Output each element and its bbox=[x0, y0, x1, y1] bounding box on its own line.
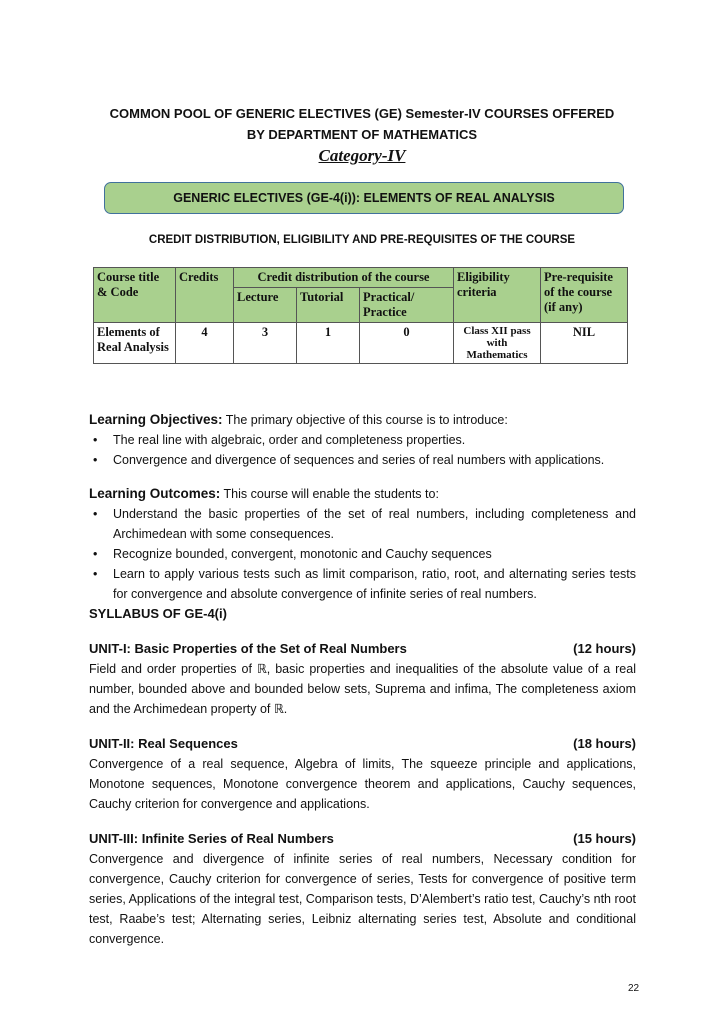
header-tutorial: Tutorial bbox=[297, 288, 360, 323]
unit-hours: (15 hours) bbox=[573, 831, 636, 846]
unit-description: Convergence and divergence of infinite series of real numbers, Necessary condition for convergence, Cauchy criterion for convergence of series, Tests for convergence of positive term series, Applications of the integral test, Comparison tests, D’Alembert’s ratio test, Cauchy’s nth root test, Raabe’s test; Alternating series, Leibniz alternating series test, Absolute and conditional convergence. bbox=[89, 852, 637, 946]
unit-hours: (12 hours) bbox=[573, 641, 636, 656]
unit-hours: (18 hours) bbox=[573, 736, 636, 751]
ge-title: GENERIC ELECTIVES (GE-4(i)): ELEMENTS OF REAL ANALYSIS bbox=[173, 191, 555, 205]
learning-objectives-intro: The primary objective of this course is to introduce: bbox=[222, 413, 508, 427]
ge-title-box bbox=[104, 182, 624, 214]
list-item: • Learn to apply various tests such as limit comparison, ratio, root, and alternating series tests for convergence and absolute convergence of infinite series of real numbers. bbox=[89, 564, 636, 604]
cell-credits: 4 bbox=[176, 323, 234, 364]
unit-description: Convergence of a real sequence, Algebra of limits, The squeeze principle and applications, Monotone sequences, Monotone convergence theorem and applications, Cauchy sequences, Cauchy criterion for convergence and applications. bbox=[89, 757, 636, 811]
cell-lecture: 3 bbox=[234, 323, 297, 364]
unit-section bbox=[89, 734, 636, 814]
cell-eligibility: Class XII pass with Mathematics bbox=[454, 323, 541, 364]
list-item: • Convergence and divergence of sequences and series of real numbers with applications. bbox=[89, 450, 636, 470]
header-line-1: COMMON POOL OF GENERIC ELECTIVES (GE) Semester-IV COURSES OFFERED bbox=[109, 106, 615, 121]
learning-objectives-heading bbox=[89, 410, 636, 430]
learning-objectives-label: Learning Objectives: bbox=[89, 412, 223, 427]
unit-title: UNIT-I: Basic Properties of the Set of Real Numbers bbox=[89, 641, 407, 656]
header-line-2: BY DEPARTMENT OF MATHEMATICS bbox=[246, 127, 478, 142]
credit-distribution-heading: CREDIT DISTRIBUTION, ELIGIBILITY AND PRE-REQUISITES OF THE COURSE bbox=[148, 234, 576, 246]
unit-title: UNIT-II: Real Sequences bbox=[89, 736, 238, 751]
table-row bbox=[94, 323, 628, 364]
header-credits: Credits bbox=[176, 268, 234, 323]
list-item: • Recognize bounded, convergent, monotonic and Cauchy sequences bbox=[89, 544, 636, 564]
unit-title: UNIT-III: Infinite Series of Real Numbers bbox=[89, 831, 334, 846]
learning-objectives-list bbox=[89, 430, 636, 470]
main-content bbox=[89, 410, 636, 949]
learning-outcomes-label: Learning Outcomes: bbox=[89, 486, 221, 501]
cell-practical: 0 bbox=[360, 323, 454, 364]
unit-section bbox=[89, 829, 636, 949]
header-eligibility: Eligibility criteria bbox=[454, 268, 541, 323]
header-prerequisite: Pre-requisite of the course (if any) bbox=[541, 268, 628, 323]
header-practical: Practical/ Practice bbox=[360, 288, 454, 323]
cell-tutorial: 1 bbox=[297, 323, 360, 364]
header-lecture: Lecture bbox=[234, 288, 297, 323]
header-credit-distribution: Credit distribution of the course bbox=[234, 268, 454, 288]
header-course-title: Course title & Code bbox=[94, 268, 176, 323]
list-item: • Understand the basic properties of the set of real numbers, including completeness and Archimedean with some consequences. bbox=[89, 504, 636, 544]
page-header bbox=[40, 103, 684, 167]
syllabus-title: SYLLABUS OF GE-4(i) bbox=[89, 606, 227, 621]
table-header-row bbox=[94, 268, 628, 288]
list-item: • The real line with algebraic, order and completeness properties. bbox=[89, 430, 636, 450]
unit-description: Field and order properties of ℝ, basic properties and inequalities of the absolute value of a real number, bounded above and bounded below sets, Suprema and infima, The completeness axiom and the Archimedean property of ℝ. bbox=[89, 662, 636, 716]
course-table bbox=[93, 267, 628, 364]
learning-outcomes-heading bbox=[89, 484, 636, 504]
learning-outcomes-list bbox=[89, 504, 636, 604]
cell-prerequisite: NIL bbox=[541, 323, 628, 364]
cell-course: Elements of Real Analysis bbox=[94, 323, 176, 364]
unit-section bbox=[89, 639, 636, 719]
page-number: 22 bbox=[628, 983, 640, 994]
category-title: Category-IV bbox=[318, 146, 406, 165]
learning-outcomes-intro: This course will enable the students to: bbox=[220, 487, 439, 501]
